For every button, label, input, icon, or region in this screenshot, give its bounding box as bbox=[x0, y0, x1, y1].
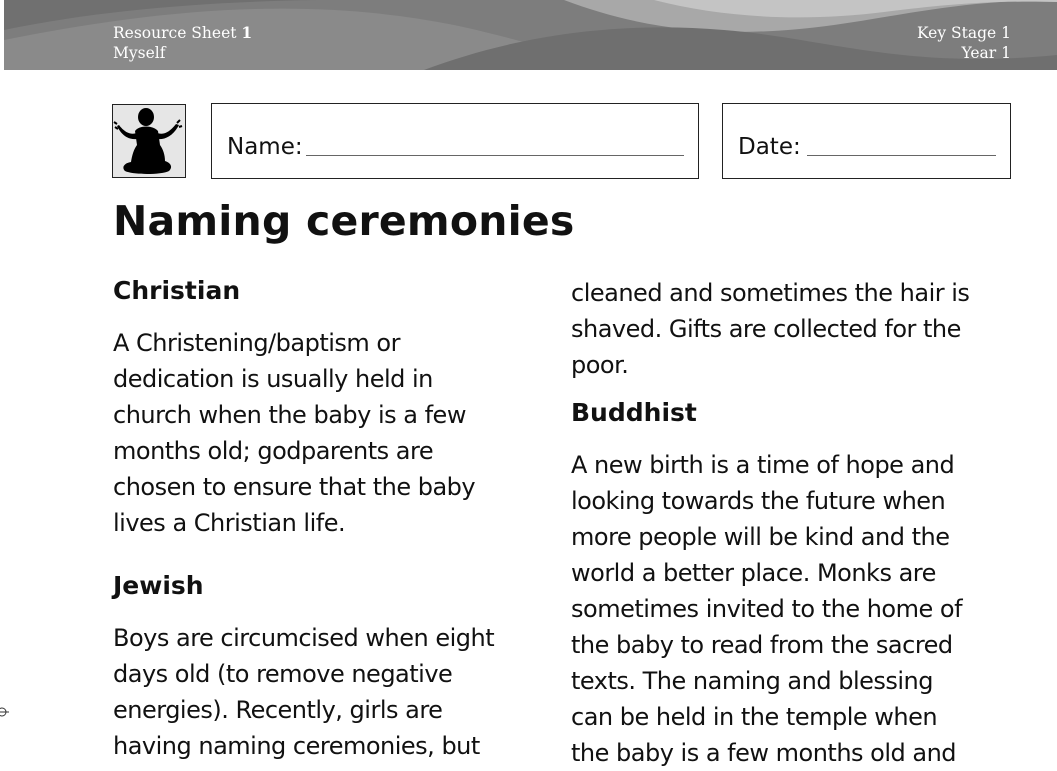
resource-sheet-label: Resource Sheet bbox=[113, 24, 237, 42]
jewish-heading: Jewish bbox=[113, 571, 204, 600]
key-stage-label: Key Stage 1 bbox=[917, 24, 1011, 42]
date-field-box[interactable] bbox=[722, 103, 1011, 179]
christian-line: lives a Christian life. bbox=[113, 509, 346, 537]
header-left bbox=[113, 23, 252, 63]
christian-line: chosen to ensure that the baby bbox=[113, 473, 476, 501]
buddhist-line: the baby is a few months old and bbox=[571, 739, 957, 767]
name-write-line[interactable] bbox=[306, 155, 684, 156]
jewish-paragraph bbox=[113, 620, 494, 764]
crop-mark-icon bbox=[0, 705, 10, 719]
buddhist-line: sometimes invited to the home of bbox=[571, 595, 963, 623]
christian-line: A Christening/baptism or bbox=[113, 329, 400, 357]
topic-label: Myself bbox=[113, 44, 166, 62]
year-label: Year 1 bbox=[961, 44, 1011, 62]
continuation-paragraph bbox=[571, 275, 969, 383]
jewish-line: Boys are circumcised when eight bbox=[113, 624, 495, 652]
christian-line: church when the baby is a few bbox=[113, 401, 466, 429]
continuation-line: cleaned and sometimes the hair is bbox=[571, 279, 970, 307]
continuation-line: shaved. Gifts are collected for the bbox=[571, 315, 961, 343]
jewish-line: days old (to remove negative bbox=[113, 660, 453, 688]
buddhist-line: A new birth is a time of hope and bbox=[571, 451, 955, 479]
baby-silhouette-icon bbox=[113, 105, 184, 176]
baby-icon-box bbox=[112, 104, 186, 178]
date-write-line[interactable] bbox=[807, 155, 996, 156]
buddhist-line: texts. The naming and blessing bbox=[571, 667, 934, 695]
jewish-line: having naming ceremonies, but bbox=[113, 732, 480, 760]
buddhist-line: world a better place. Monks are bbox=[571, 559, 936, 587]
name-field-box[interactable] bbox=[211, 103, 699, 179]
christian-line: dedication is usually held in bbox=[113, 365, 433, 393]
date-label: Date: bbox=[738, 134, 801, 160]
continuation-line: poor. bbox=[571, 351, 629, 379]
buddhist-paragraph bbox=[571, 447, 962, 771]
jewish-line: energies). Recently, girls are bbox=[113, 696, 443, 724]
header-right bbox=[917, 23, 1011, 63]
buddhist-line: the baby to read from the sacred bbox=[571, 631, 953, 659]
page-title: Naming ceremonies bbox=[113, 197, 575, 245]
buddhist-line: more people will be kind and the bbox=[571, 523, 950, 551]
name-label: Name: bbox=[227, 134, 303, 160]
christian-paragraph bbox=[113, 325, 475, 541]
christian-line: months old; godparents are bbox=[113, 437, 434, 465]
buddhist-line: looking towards the future when bbox=[571, 487, 946, 515]
resource-sheet-number: 1 bbox=[241, 23, 253, 42]
christian-heading: Christian bbox=[113, 276, 241, 305]
buddhist-line: can be held in the temple when bbox=[571, 703, 938, 731]
buddhist-heading: Buddhist bbox=[571, 398, 697, 427]
header-banner bbox=[4, 0, 1057, 70]
